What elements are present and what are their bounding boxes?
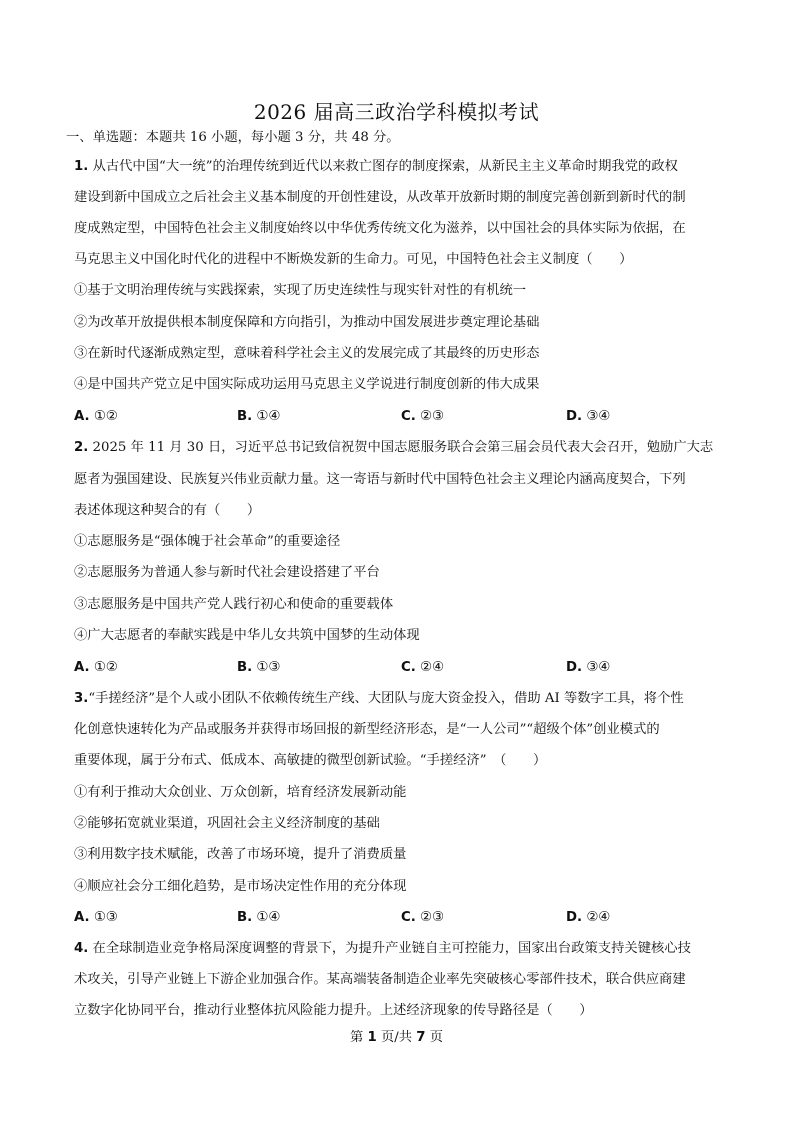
- question-2-stem-line-1: 2. 2025 年 11 月 30 日，习近平总书记致信祝贺中国志愿服务联合会第三届会员代表大会召开，勉励广大志: [74, 440, 714, 455]
- option-d[interactable]: D. ②④: [566, 910, 611, 925]
- question-3-statement-2: ②能够拓宽就业渠道，巩固社会主义经济制度的基础: [74, 816, 380, 831]
- option-b[interactable]: B. ①④: [237, 409, 281, 424]
- question-2-statement-4: ④广大志愿者的奉献实践是中华儿女共筑中国梦的生动体现: [74, 628, 420, 643]
- question-4-stem-line-2: 术攻关，引导产业链上下游企业加强合作。某高端装备制造企业率先突破核心零部件技术，联合供应商建: [74, 972, 686, 987]
- question-2-statement-3: ③志愿服务是中国共产党人践行初心和使命的重要载体: [74, 597, 394, 612]
- question-2-stem-line-2: 愿者为强国建设、民族复兴伟业贡献力量。这一寄语与新时代中国特色社会主义理论内涵高度契合，下列: [74, 472, 686, 487]
- question-3-statement-4: ④顺应社会分工细化趋势，是市场决定性作用的充分体现: [74, 879, 407, 894]
- question-2-statement-1: ①志愿服务是“强体魄于社会革命”的重要途径: [74, 534, 341, 549]
- option-d[interactable]: D. ③④: [566, 409, 611, 424]
- question-4-stem-line-1: 4. 在全球制造业竞争格局深度调整的背景下，为提升产业链自主可控能力，国家出台政策支持关键核心技: [74, 941, 691, 956]
- option-a[interactable]: A. ①②: [74, 409, 118, 424]
- question-3-stem-line-3: 重要体现，属于分布式、低成本、高敏捷的微型创新试验。“手搓经济” （ ）: [74, 753, 547, 768]
- question-2-stem-line-3: 表述体现这种契合的有（ ）: [74, 503, 261, 518]
- question-1-statement-3: ③在新时代逐渐成熟定型，意味着科学社会主义的发展完成了其最终的历史形态: [74, 346, 540, 361]
- question-1-statement-1: ①基于文明治理传统与实践探索，实现了历史连续性与现实针对性的有机统一: [74, 283, 527, 298]
- option-b[interactable]: B. ①④: [237, 910, 281, 925]
- question-3-options: [74, 909, 734, 927]
- page-title: 2026 届高三政治学科模拟考试: [253, 100, 540, 124]
- option-a[interactable]: A. ①②: [74, 660, 118, 675]
- question-1-stem-line-1: 1. 从古代中国“大一统”的治理传统到近代以来救亡图存的制度探索，从新民主主义革命时期我党的政权: [74, 159, 678, 174]
- question-number: 3.: [74, 691, 89, 706]
- question-3-statement-3: ③利用数字技术赋能，改善了市场环境，提升了消费质量: [74, 847, 407, 862]
- option-c[interactable]: C. ②③: [401, 910, 444, 925]
- question-2-statement-2: ②志愿服务为普通人参与新时代社会建设搭建了平台: [74, 565, 380, 580]
- current-page-number: 1: [367, 1030, 377, 1045]
- question-1-statement-2: ②为改革开放提供根本制度保障和方向指引，为推动中国发展进步奠定理论基础: [74, 315, 540, 330]
- option-a[interactable]: A. ①③: [74, 910, 118, 925]
- question-number: 4.: [74, 941, 89, 956]
- question-1-statement-4: ④是中国共产党立足中国实际成功运用马克思主义学说进行制度创新的伟大成果: [74, 377, 540, 392]
- option-c[interactable]: C. ②③: [401, 409, 444, 424]
- page-footer: 第 1 页/共 7 页: [349, 1030, 444, 1045]
- question-1-stem-line-2: 建设到新中国成立之后社会主义基本制度的开创性建设，从改革开放新时期的制度完善创新到新时代的制: [74, 190, 686, 205]
- question-number: 2.: [74, 440, 89, 455]
- question-1-stem-line-4: 马克思主义中国化时代化的进程中不断焕发新的生命力。可见，中国特色社会主义制度（ ）: [74, 252, 633, 267]
- question-2-options: [74, 659, 734, 677]
- question-3-stem-line-1: 3.“手搓经济”是个人或小团队不依赖传统生产线、大团队与庞大资金投入，借助 AI 等数字工具，将个性: [74, 691, 684, 706]
- question-3-stem-line-2: 化创意快速转化为产品或服务并获得市场回报的新型经济形态，是“一人公司”“超级个体”创业模式的: [74, 722, 660, 737]
- question-3-statement-1: ①有利于推动大众创业、万众创新，培育经济发展新动能: [74, 785, 407, 800]
- section-header: 一、单选题：本题共 16 小题，每小题 3 分，共 48 分。: [66, 130, 400, 145]
- question-1-options: [74, 408, 734, 426]
- total-page-number: 7: [416, 1030, 426, 1045]
- option-d[interactable]: D. ③④: [566, 660, 611, 675]
- question-number: 1.: [74, 159, 89, 174]
- question-1-stem-line-3: 度成熟定型，中国特色社会主义制度始终以中华优秀传统文化为滋养，以中国社会的具体实际为依据，在: [74, 221, 686, 236]
- option-c[interactable]: C. ②④: [401, 660, 444, 675]
- option-b[interactable]: B. ①③: [237, 660, 281, 675]
- question-4-stem-line-3: 立数字化协同平台，推动行业整体抗风险能力提升。上述经济现象的传导路径是（ ）: [74, 1003, 593, 1018]
